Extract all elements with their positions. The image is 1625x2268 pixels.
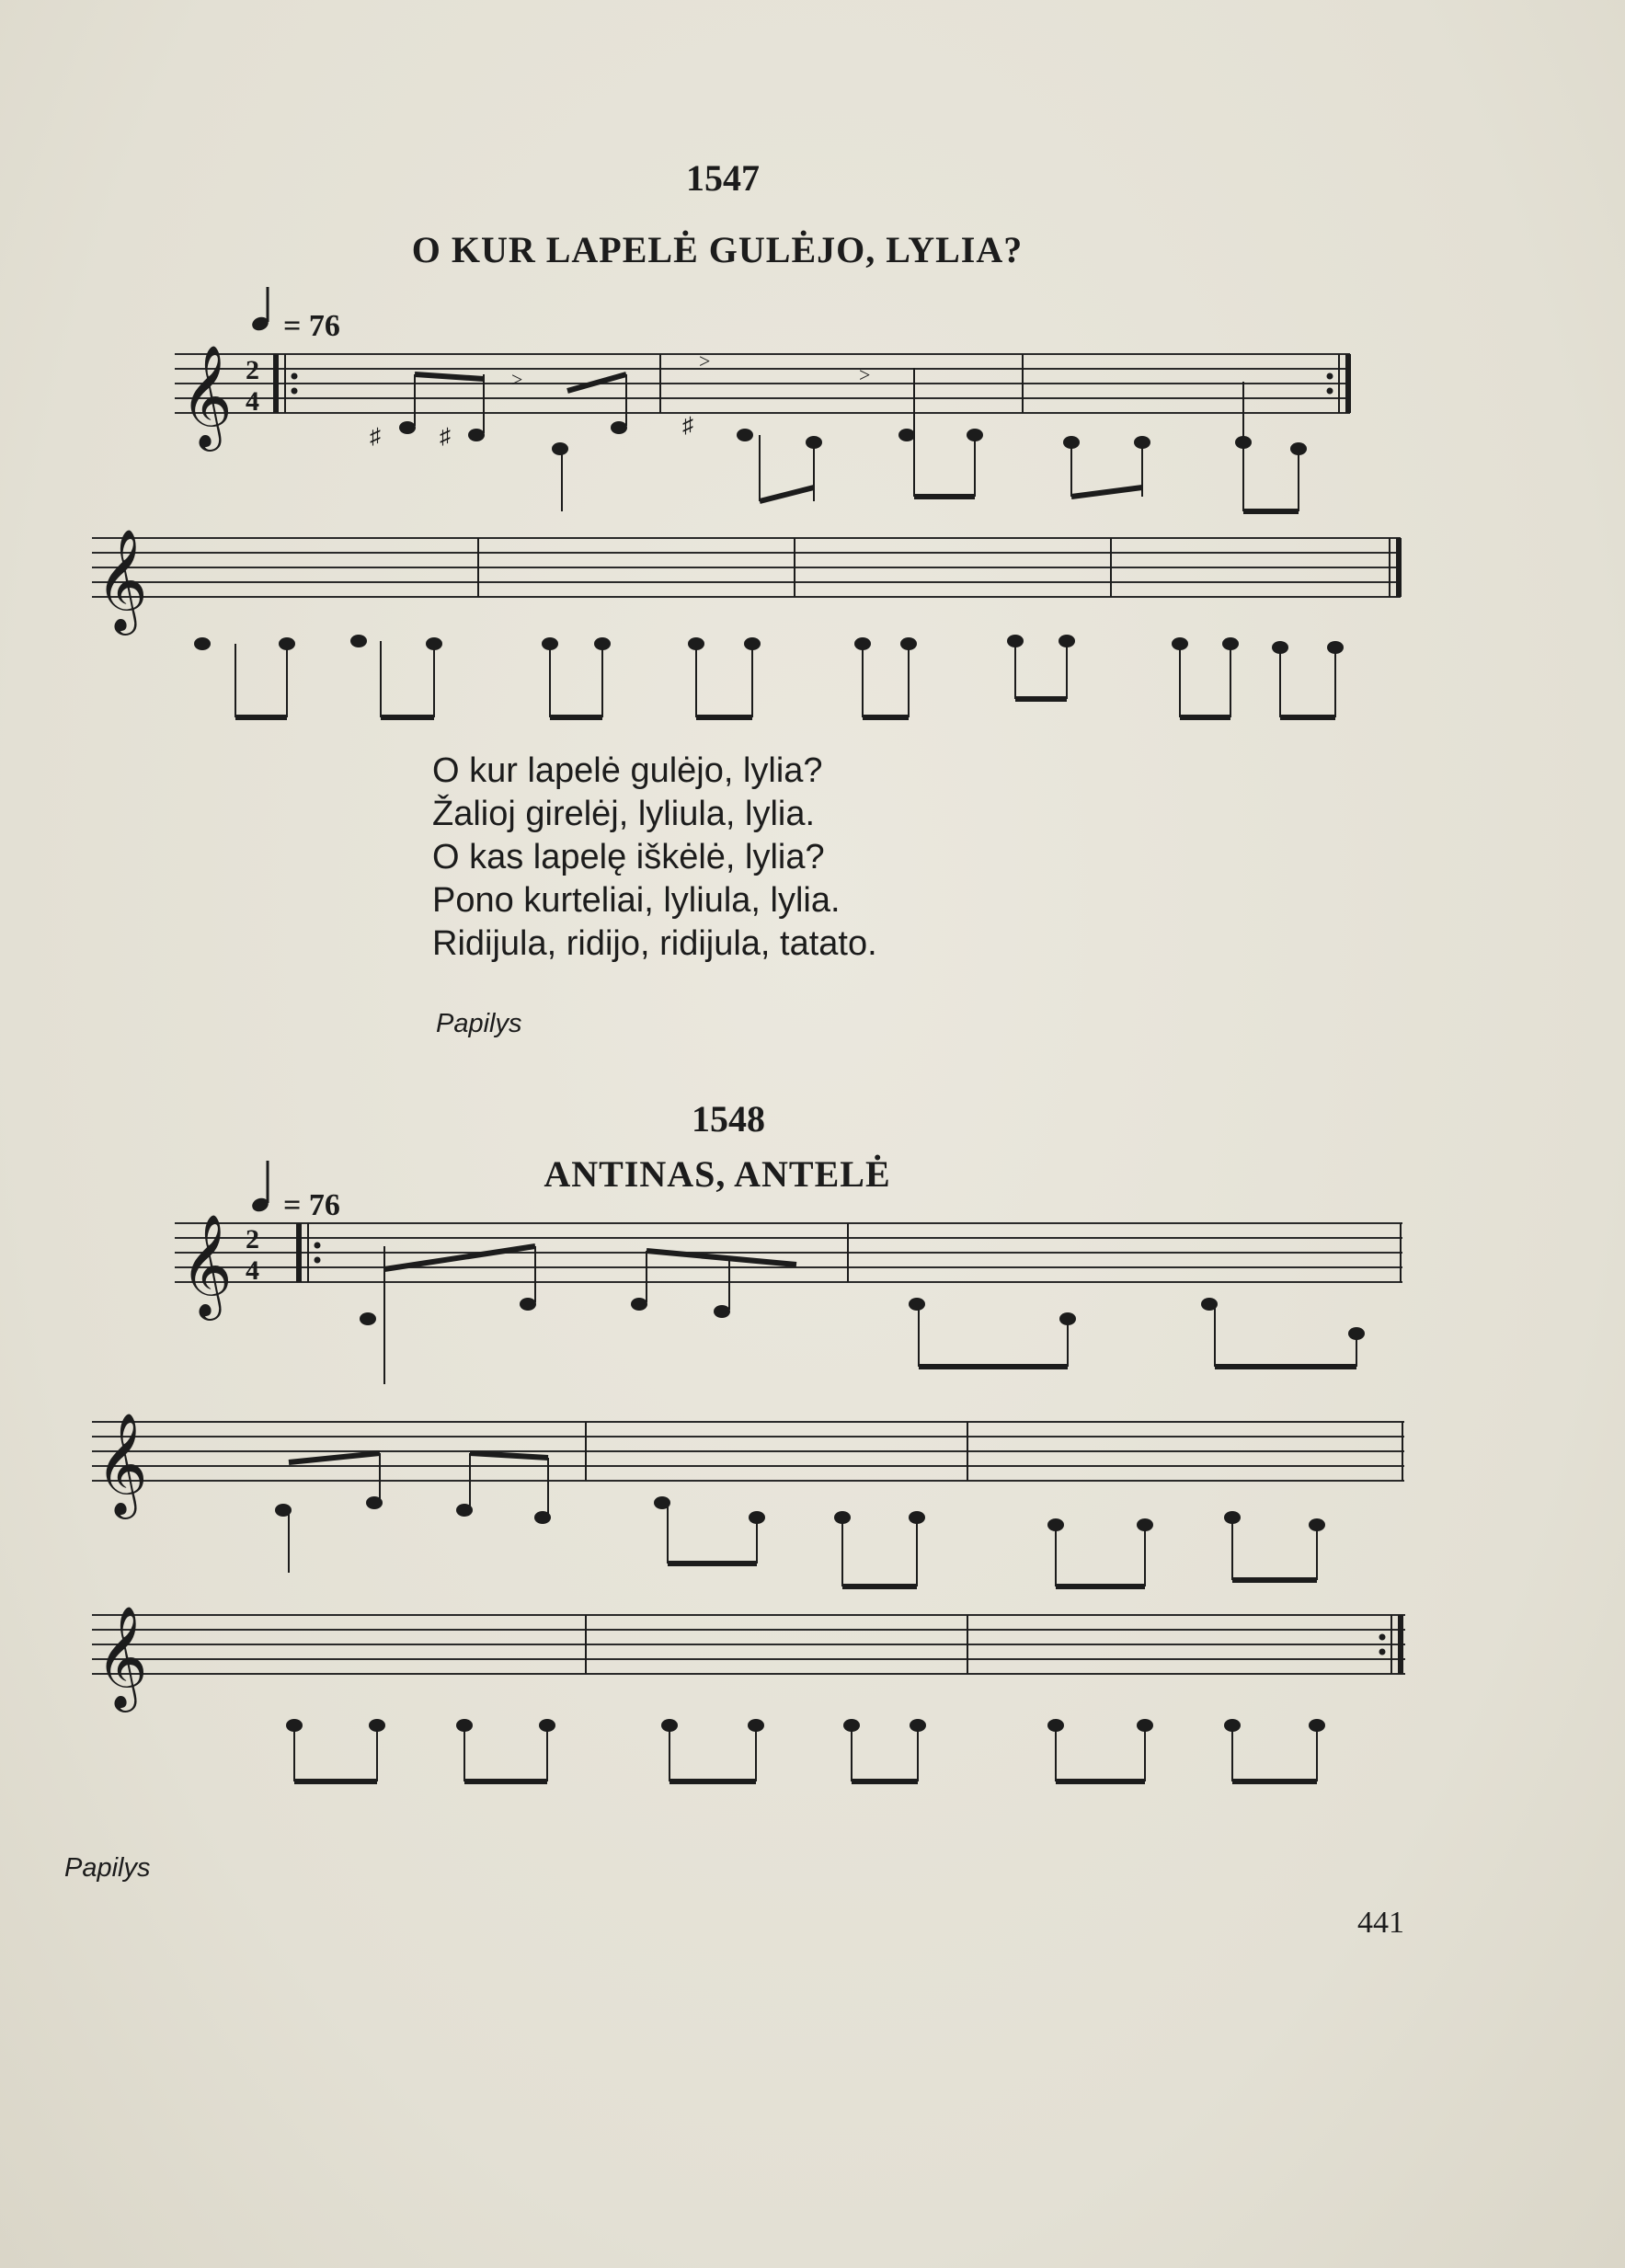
song-title: ANTINAS, ANTELĖ bbox=[544, 1153, 891, 1195]
treble-clef-icon bbox=[96, 344, 233, 1712]
tempo-marking: = 76 bbox=[283, 1188, 340, 1222]
svg-text:♯: ♯ bbox=[370, 425, 381, 449]
lyrics-line: O kas lapelę iškėlė, lylia? bbox=[432, 838, 825, 876]
notes-measure bbox=[370, 349, 1307, 511]
svg-text:♯: ♯ bbox=[440, 425, 451, 449]
svg-text:4: 4 bbox=[246, 386, 259, 417]
tempo-note-icon bbox=[250, 287, 270, 1214]
staff-line-group bbox=[92, 538, 1401, 597]
staff-line-group bbox=[92, 1422, 1404, 1481]
notes-measure bbox=[275, 1453, 1325, 1586]
svg-text:>: > bbox=[859, 363, 871, 386]
tempo-marking: = 76 bbox=[283, 309, 340, 343]
page-number: 441 bbox=[1357, 1906, 1404, 1940]
lyrics-line: Pono kurteliai, lyliula, lylia. bbox=[432, 881, 841, 920]
place-of-origin: Papilys bbox=[436, 1009, 522, 1038]
svg-text:♯: ♯ bbox=[682, 414, 693, 438]
svg-text:𝄞: 𝄞 bbox=[96, 528, 148, 631]
svg-text:>: > bbox=[511, 368, 523, 391]
song-number: 1547 bbox=[686, 157, 760, 199]
lyrics-line: Žalioj girelėj, lyliula, lylia. bbox=[432, 795, 816, 833]
svg-text:𝄞: 𝄞 bbox=[180, 1213, 233, 1316]
repeat-dots bbox=[292, 373, 1386, 1655]
staff-line-group bbox=[175, 1223, 1402, 1282]
song-number: 1548 bbox=[692, 1098, 765, 1140]
svg-text:2: 2 bbox=[246, 355, 259, 385]
staff-line-group bbox=[92, 1615, 1405, 1674]
svg-text:𝄞: 𝄞 bbox=[180, 344, 233, 447]
svg-text:2: 2 bbox=[246, 1224, 259, 1254]
notes-measure bbox=[194, 635, 1344, 717]
svg-text:𝄞: 𝄞 bbox=[96, 1605, 148, 1708]
song-title: O KUR LAPELĖ GULĖJO, LYLIA? bbox=[411, 229, 1024, 270]
lyrics-line: Ridijula, ridijo, ridijula, tatato. bbox=[432, 924, 877, 963]
svg-text:>: > bbox=[699, 349, 711, 372]
notes-measure bbox=[286, 1719, 1325, 1781]
place-of-origin: Papilys bbox=[64, 1853, 151, 1883]
svg-text:𝄞: 𝄞 bbox=[96, 1412, 148, 1515]
svg-text:4: 4 bbox=[246, 1255, 259, 1286]
staff-line-group bbox=[175, 354, 1350, 413]
time-signature bbox=[246, 355, 259, 1286]
lyrics-line: O kur lapelė gulėjo, lylia? bbox=[432, 751, 823, 790]
